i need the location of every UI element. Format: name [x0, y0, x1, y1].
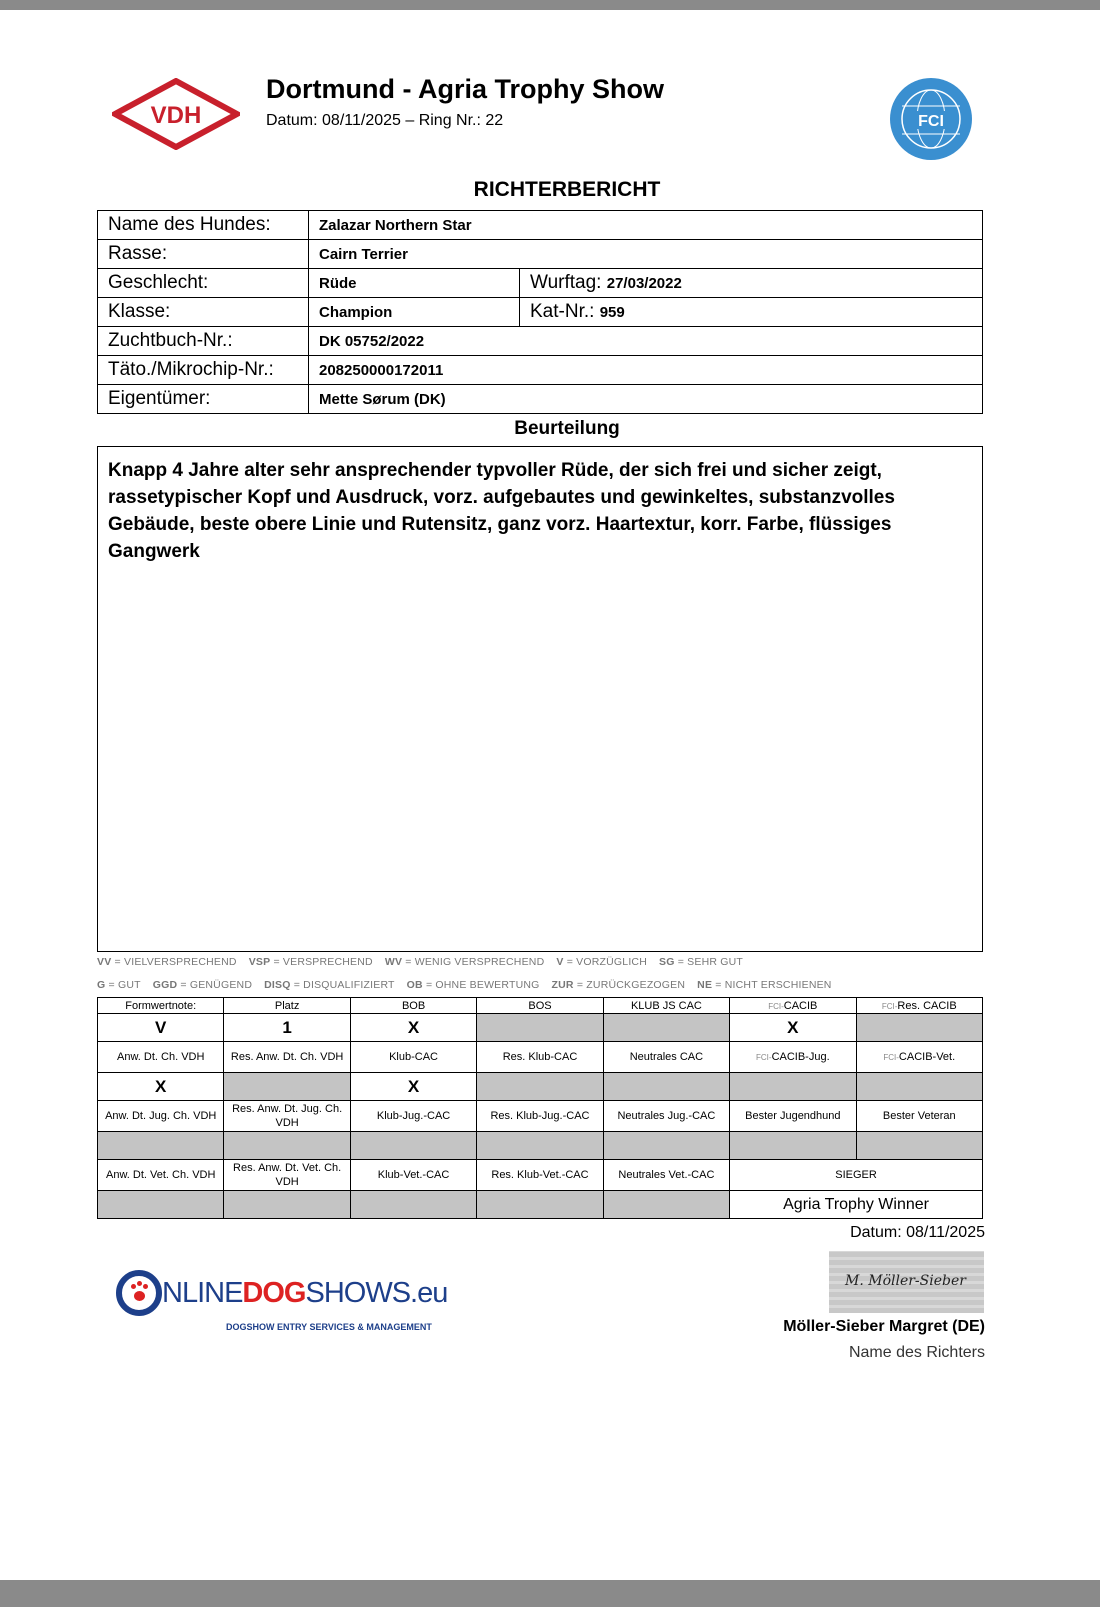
- results-table: [97, 997, 983, 1219]
- sex-label: Geschlecht:: [98, 269, 309, 298]
- results-cell: SIEGER: [730, 1160, 983, 1191]
- results-cell: [730, 1073, 856, 1101]
- onlinedogshows-logo: [116, 1268, 447, 1333]
- legend-item: VV = VIELVERSPRECHEND: [97, 956, 237, 968]
- results-cell: BOS: [477, 998, 603, 1014]
- birth-label: Wurftag:: [530, 272, 602, 293]
- legend-line-1: [97, 956, 755, 968]
- sieger-value: Agria Trophy Winner: [730, 1191, 983, 1219]
- top-bar: [0, 0, 1100, 10]
- results-row: [98, 1073, 983, 1101]
- evaluation-box: [97, 446, 983, 952]
- breed-label: Rasse:: [98, 240, 309, 269]
- results-cell: 1: [224, 1014, 350, 1042]
- legend-item: SG = SEHR GUT: [659, 956, 744, 968]
- results-row: [98, 1042, 983, 1073]
- fci-logo-text: FCI: [918, 113, 944, 130]
- results-cell: [603, 1132, 729, 1160]
- results-cell: [477, 1073, 603, 1101]
- results-cell: Anw. Dt. Jug. Ch. VDH: [98, 1101, 224, 1132]
- results-cell: [856, 1014, 982, 1042]
- results-cell: [603, 1014, 729, 1042]
- results-cell: BOB: [350, 998, 476, 1014]
- results-cell: Res. Klub-CAC: [477, 1042, 603, 1073]
- legend-item: VSP = VERSPRECHEND: [248, 956, 373, 968]
- results-cell: Neutrales Jug.-CAC: [603, 1101, 729, 1132]
- results-cell: V: [98, 1014, 224, 1042]
- evaluation-heading: Beurteilung: [514, 418, 620, 439]
- results-row: [98, 1101, 983, 1132]
- results-cell: Neutrales CAC: [603, 1042, 729, 1073]
- footer-date: Datum: 08/11/2025: [850, 1224, 985, 1241]
- results-cell: Anw. Dt. Ch. VDH: [98, 1042, 224, 1073]
- owner-label: Eigentümer:: [98, 385, 309, 414]
- signature-text: M. Möller-Sieber: [845, 1273, 966, 1289]
- judge-name: Möller-Sieber Margret (DE): [783, 1318, 985, 1335]
- results-cell: Neutrales Vet.-CAC: [603, 1160, 729, 1191]
- logo-subtitle: DOGSHOW ENTRY SERVICES & MANAGEMENT: [226, 1322, 432, 1332]
- results-cell: Res. Klub-Jug.-CAC: [477, 1101, 603, 1132]
- paw-icon: [116, 1270, 162, 1316]
- results-row: [98, 1191, 983, 1219]
- show-date-ring: Datum: 08/11/2025 – Ring Nr.: 22: [266, 112, 504, 129]
- legend-item: DISQ = DISQUALIFIZIERT: [264, 979, 395, 991]
- chip-label: Täto./Mikrochip-Nr.:: [98, 356, 309, 385]
- cat-label: Kat-Nr.:: [530, 301, 595, 322]
- results-cell: [730, 1132, 856, 1160]
- results-cell: Res. Anw. Dt. Ch. VDH: [224, 1042, 350, 1073]
- legend-item: G = GUT: [97, 979, 141, 991]
- results-row: [98, 1160, 983, 1191]
- results-cell: [856, 1073, 982, 1101]
- vdh-logo-text: VDH: [150, 102, 202, 129]
- results-cell: [98, 1132, 224, 1160]
- results-cell: Bester Jugendhund: [730, 1101, 856, 1132]
- chip: 208250000172011: [309, 356, 983, 385]
- results-cell: Anw. Dt. Vet. Ch. VDH: [98, 1160, 224, 1191]
- results-cell: Formwertnote:: [98, 998, 224, 1014]
- results-cell: FCI-CACIB: [730, 998, 856, 1014]
- legend-item: OB = OHNE BEWERTUNG: [406, 979, 540, 991]
- results-cell: Platz: [224, 998, 350, 1014]
- show-title: Dortmund - Agria Trophy Show: [266, 74, 664, 104]
- bottom-bar: [0, 1580, 1100, 1607]
- legend-item: ZUR = ZURÜCKGEZOGEN: [551, 979, 686, 991]
- results-cell: [477, 1014, 603, 1042]
- results-row: [98, 1132, 983, 1160]
- legend-line-2: [97, 979, 844, 991]
- report-title: RICHTERBERICHT: [473, 178, 661, 201]
- results-cell: [603, 1191, 729, 1219]
- results-cell: X: [350, 1073, 476, 1101]
- results-cell: [477, 1132, 603, 1160]
- results-cell: [856, 1132, 982, 1160]
- breed: Cairn Terrier: [309, 240, 983, 269]
- results-cell: [224, 1191, 350, 1219]
- results-cell: [224, 1132, 350, 1160]
- results-row: [98, 998, 983, 1014]
- results-cell: Res. Anw. Dt. Jug. Ch. VDH: [224, 1101, 350, 1132]
- class: Champion: [309, 298, 520, 327]
- results-cell: FCI-CACIB-Jug.: [730, 1042, 856, 1073]
- class-label: Klasse:: [98, 298, 309, 327]
- cat-number: 959: [599, 304, 625, 321]
- results-cell: X: [730, 1014, 856, 1042]
- results-cell: [477, 1191, 603, 1219]
- legend-item: WV = WENIG VERSPRECHEND: [384, 956, 545, 968]
- results-cell: KLUB JS CAC: [603, 998, 729, 1014]
- results-cell: [350, 1132, 476, 1160]
- results-cell: Klub-Jug.-CAC: [350, 1101, 476, 1132]
- legend-item: GGD = GENÜGEND: [152, 979, 253, 991]
- results-cell: Res. Klub-Vet.-CAC: [477, 1160, 603, 1191]
- results-cell: X: [98, 1073, 224, 1101]
- vdh-logo: [112, 78, 240, 150]
- owner: Mette Sørum (DK): [309, 385, 983, 414]
- legend-item: NE = NICHT ERSCHIENEN: [697, 979, 832, 991]
- results-row: [98, 1014, 983, 1042]
- dog-name: Zalazar Northern Star: [309, 211, 983, 240]
- studbook: DK 05752/2022: [309, 327, 983, 356]
- results-cell: [98, 1191, 224, 1219]
- signature: [829, 1251, 984, 1313]
- studbook-label: Zuchtbuch-Nr.:: [98, 327, 309, 356]
- results-cell: FCI-CACIB-Vet.: [856, 1042, 982, 1073]
- legend-item: V = VORZÜGLICH: [556, 956, 647, 968]
- results-cell: X: [350, 1014, 476, 1042]
- judge-label: Name des Richters: [848, 1344, 985, 1361]
- results-cell: Res. Anw. Dt. Vet. Ch. VDH: [224, 1160, 350, 1191]
- dog-info-table: [97, 210, 983, 414]
- results-cell: [350, 1191, 476, 1219]
- results-cell: Bester Veteran: [856, 1101, 982, 1132]
- name-label: Name des Hundes:: [98, 211, 309, 240]
- results-cell: [603, 1073, 729, 1101]
- sex: Rüde: [309, 269, 520, 298]
- results-cell: [224, 1073, 350, 1101]
- results-cell: Klub-CAC: [350, 1042, 476, 1073]
- logo-text: NLINEDOGSHOWS.eu: [162, 1277, 448, 1309]
- fci-logo: [888, 76, 974, 162]
- results-cell: FCI-Res. CACIB: [856, 998, 982, 1014]
- birth-date: 27/03/2022: [606, 275, 682, 292]
- results-cell: Klub-Vet.-CAC: [350, 1160, 476, 1191]
- evaluation-text: Knapp 4 Jahre alter sehr ansprechender typvoller Rüde, der sich frei und sicher zeigt, rassetypischer Kopf und Ausdruck, vorz. aufgebautes und gewinkeltes, substanzvolles Gebäude, beste obere Linie und Rutensitz, ganz vorz. Haartextur, korr. Farbe, flüssiges Gangwerk: [108, 460, 895, 562]
